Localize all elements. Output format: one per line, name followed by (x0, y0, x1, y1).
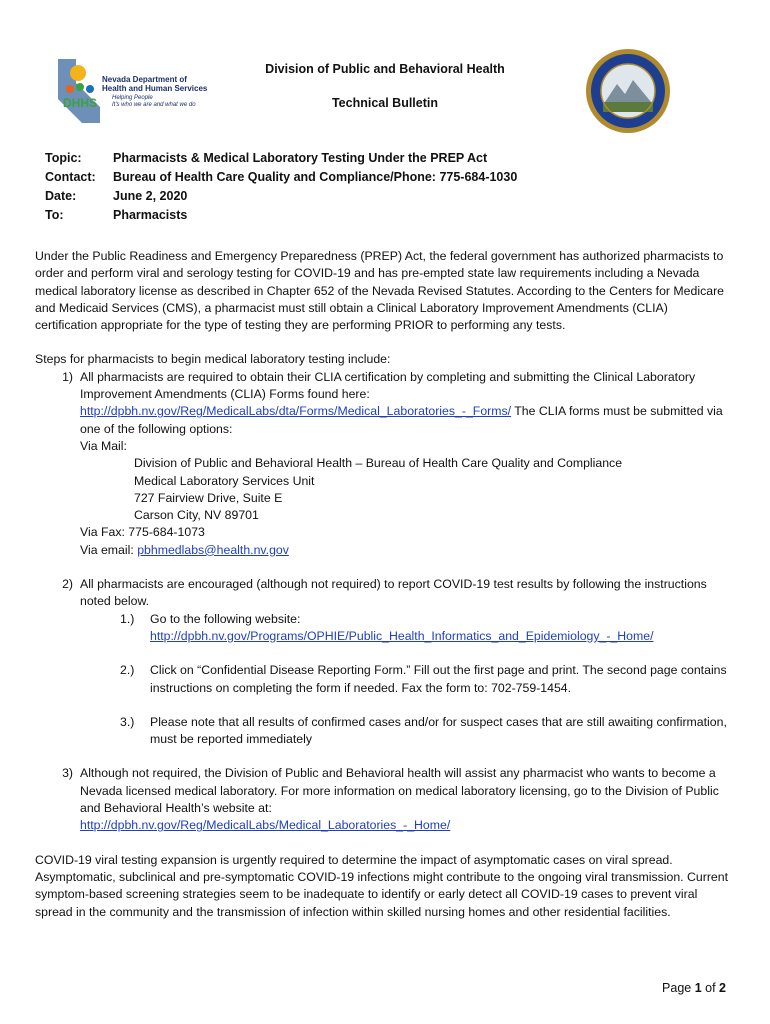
bulletin-body (35, 248, 730, 921)
medical-labs-link[interactable]: http://dpbh.nv.gov/Reg/MedicalLabs/Medical_Laboratories_-_Home/ (80, 818, 451, 833)
ophie-link[interactable]: http://dpbh.nv.gov/Programs/OPHIE/Public_Health_Informatics_and_Epidemiology_-_Home/ (150, 628, 654, 643)
logo-letters: DHHS (62, 96, 98, 110)
step-2-sub-1: 1.) Go to the following website: http://dpbh.nv.gov/Programs/OPHIE/Public_Health_Informatics_and_Epidemiology_-_Home/ (120, 611, 654, 643)
nevada-state-seal-icon (585, 48, 671, 134)
steps-intro: Steps for pharmacists to begin medical laboratory testing include: (35, 352, 391, 367)
org-tagline: Helping People It's who we are and what we do (112, 95, 196, 108)
clia-forms-link[interactable]: http://dpbh.nv.gov/Reg/MedicalLabs/dta/Forms/Medical_Laboratories_-_Forms/ (80, 404, 512, 419)
org-name: Nevada Department of Health and Human Services (102, 75, 208, 93)
step-2-sub-2: 2.) Click on “Confidential Disease Reporting Form.” Fill out the first page and print. The second page contains instructions on completing the form if needed. Fax the form to: 702-759-1454. (120, 663, 727, 695)
closing-paragraph: COVID-19 viral testing expansion is urgently required to determine the impact of asymptomatic cases on viral spread. Asymptomatic, subclinical and pre-symptomatic COVID-19 infections might contribute to the ongoing viral transmission. Current symptom-based screening strategies seem to be inadequate to identify or early detect all COVID-19 cases to prevent viral spread in the community and the transmission of infection within skilled nursing homes and other residential facilities. (35, 852, 729, 919)
bulletin-subtitle: Technical Bulletin (331, 96, 439, 110)
step-2: 2) All pharmacists are encouraged (although not required) to report COVID-19 test results by following the instructions noted below. 1.) Go to the following website: http://dpbh.nv.gov/Programs/OPHIE/Public_Health_Informatics_and_Epidemiology_-_Home/ 2.) Click on “Confidential Disease Reporting Form.” Fill out the first page and print. The second page contains instructions on completing the form if needed. Fax the form to: 702-759-1454. 3.) Please note that all results of confirmed cases and/or for suspect cases that are still awaiting confirmation, must be reported immediately (35, 576, 730, 748)
mailing-address: Division of Public and Behavioral Health – Bureau of Health Care Quality and Compliance Medical Laboratory Services Unit 727 Fairview Drive, Suite E Carson City, NV 89701 (134, 456, 623, 523)
step-1: 1) All pharmacists are required to obtain their CLIA certification by completing and submitting the Clinical Laboratory Improvement Amendments (CLIA) Forms found here: http://dpbh.nv.gov/Reg/MedicalLabs/dta/Forms/Medical_Laboratories_-_Forms/ The CLIA forms must be submitted via one of the following options: Via Mail: Division of Public and Behavioral Health – Bureau of Health Care Quality and Compliance Medical Laboratory Services Unit 727 Fairview Drive, Suite E Carson City, NV 89701 Via Fax: 775-684-1073 Via email: pbhmedlabs@health.nv.gov (35, 369, 730, 559)
step-3: 3) Although not required, the Division of Public and Behavioral health will assist any pharmacist who wants to become a Nevada licensed medical laboratory. For more information on medical laboratory licensing, go to the Division of Public and Behavioral Health’s website at: http://dpbh.nv.gov/Reg/MedicalLabs/Medical_Laboratories_-_Home/ (62, 766, 719, 833)
intro-paragraph: Under the Public Readiness and Emergency Preparedness (PREP) Act, the federal government has authorized pharmacists to order and perform viral and serology testing for COVID-19 and has pre-empted state law requirements including a Nevada medical laboratory license as described in Chapter 652 of the Nevada Revised Statutes. According to the Centers for Medicare and Medicaid Services (CMS), a pharmacist must still obtain a Clinical Laboratory Improvement Amendments (CLIA) certification appropriate for the type of testing they are performing PRIOR to performing any tests. (35, 249, 724, 333)
meta-row-contact: Contact: Bureau of Health Care Quality and Compliance/Phone: 775-684-1030 (45, 170, 518, 184)
via-mail-label: Via Mail: (80, 438, 127, 453)
bulletin-meta (45, 151, 517, 227)
via-fax: Via Fax: 775-684-1073 (80, 525, 205, 540)
page-number: Page 1 of 2 (662, 981, 726, 995)
step-2-sub-3: 3.) Please note that all results of confirmed cases and/or for suspect cases that are still awaiting confirmation, must be reported immediately (120, 714, 727, 747)
email-link[interactable]: pbhmedlabs@health.nv.gov (137, 542, 289, 557)
via-email: Via email: pbhmedlabs@health.nv.gov (80, 542, 289, 557)
bulletin-title: Division of Public and Behavioral Health (265, 62, 505, 76)
meta-row-topic: Topic: Pharmacists & Medical Laboratory Testing Under the PREP Act (45, 151, 488, 165)
meta-row-to: To: Pharmacists (45, 208, 188, 222)
meta-row-date: Date: June 2, 2020 (45, 189, 188, 203)
